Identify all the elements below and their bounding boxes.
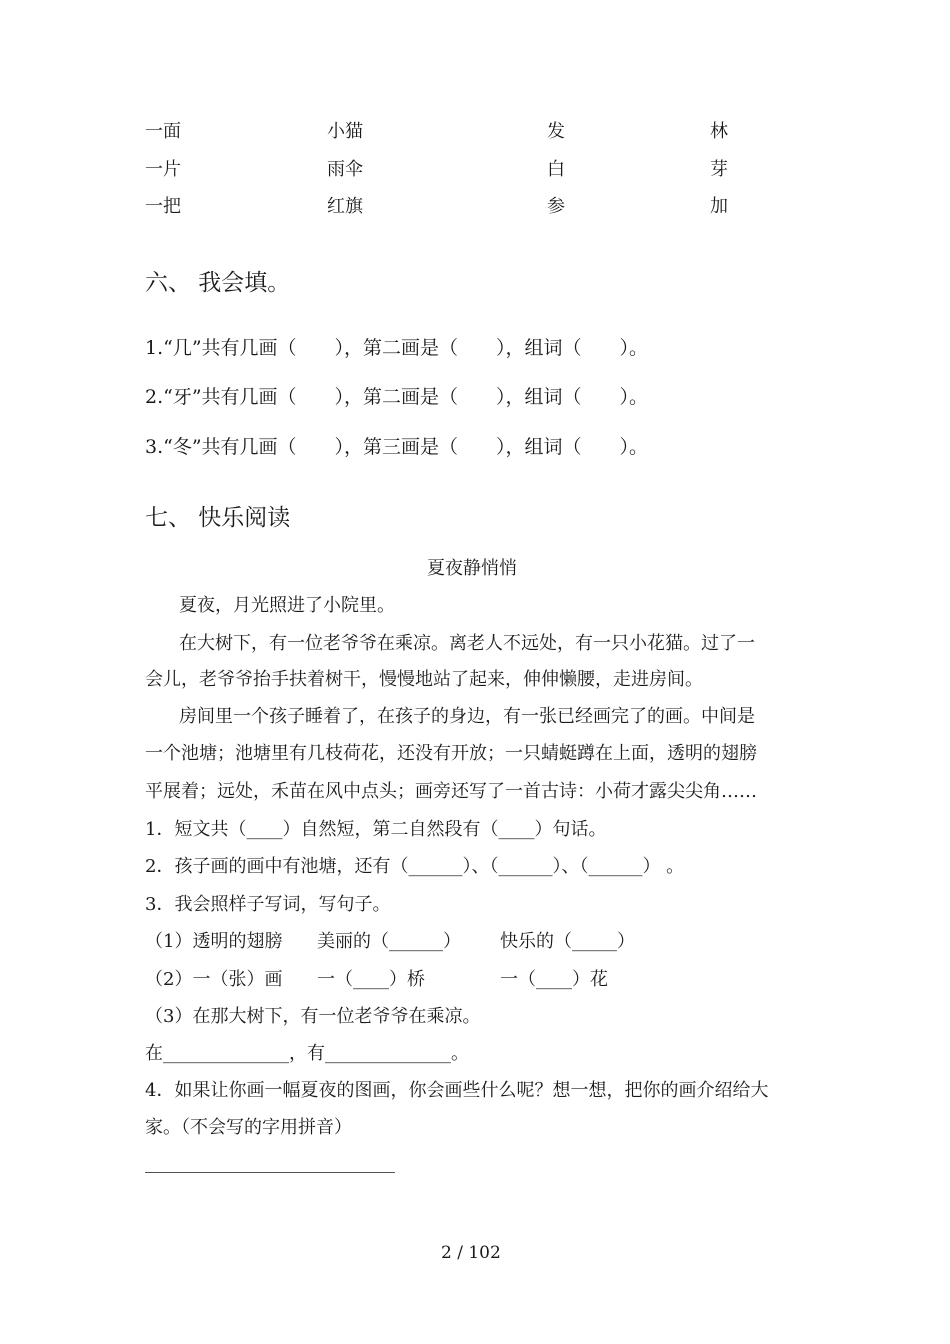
q3-blank: 一（____）花 xyxy=(500,969,608,990)
q3-sentence-fill: 在______________，有______________。 xyxy=(145,1043,469,1064)
match-cell: 芽 xyxy=(710,159,728,180)
match-cell: 发 xyxy=(547,121,565,142)
section6-heading: 六、 我会填。 xyxy=(145,270,291,296)
page-number: 2 / 102 xyxy=(441,1243,501,1263)
fill-item: 2.“牙”共有几画（ ），第二画是（ ），组词（ ）。 xyxy=(145,386,649,408)
question-4: 4．如果让你画一幅夏夜的图画，你会画些什么呢？想一想，把你的画介绍给大 xyxy=(145,1080,769,1101)
fill-item: 1.“几”共有几画（ ），第二画是（ ），组词（ ）。 xyxy=(145,337,649,359)
question-4-cont: 家。（不会写的字用拼音） xyxy=(145,1117,352,1138)
answer-line xyxy=(145,1172,395,1173)
question-2: 2．孩子画的画中有池塘，还有（______）、（______）、（______） 。 xyxy=(145,856,685,877)
match-cell: 小猫 xyxy=(327,121,363,142)
passage-title: 夏夜静悄悄 xyxy=(427,558,517,579)
q3-blank: 一（____）桥 xyxy=(317,969,425,990)
match-cell: 林 xyxy=(710,121,728,142)
q3-example: （1）透明的翅膀 xyxy=(145,931,283,952)
passage-line: 一个池塘；池塘里有几枝荷花，还没有开放；一只蜻蜓蹲在上面，透明的翅膀 xyxy=(145,743,757,764)
match-cell: 红旗 xyxy=(327,196,363,217)
match-cell: 参 xyxy=(547,196,565,217)
passage-line: 房间里一个孩子睡着了，在孩子的身边，有一张已经画完了的画。中间是 xyxy=(179,706,755,727)
fill-item: 3.“冬”共有几画（ ），第三画是（ ），组词（ ）。 xyxy=(145,436,649,458)
match-cell: 雨伞 xyxy=(327,159,363,180)
match-cell: 一片 xyxy=(145,159,181,180)
q3-example: （2）一（张）画 xyxy=(145,969,283,990)
match-cell: 白 xyxy=(547,159,565,180)
q3-sentence: （3）在那大树下，有一位老爷爷在乘凉。 xyxy=(145,1006,481,1027)
passage-line: 平展着；远处，禾苗在风中点头；画旁还写了一首古诗：小荷才露尖尖角…… xyxy=(145,781,757,802)
question-3: 3．我会照样子写词，写句子。 xyxy=(145,894,391,915)
question-1: 1．短文共（____）自然短，第二自然段有（____）句话。 xyxy=(145,819,607,840)
section7-heading: 七、 快乐阅读 xyxy=(145,505,291,531)
passage-line: 会儿，老爷爷抬手扶着树干，慢慢地站了起来，伸伸懒腰，走进房间。 xyxy=(145,669,703,690)
match-cell: 加 xyxy=(710,196,728,217)
match-cell: 一把 xyxy=(145,196,181,217)
q3-blank: 美丽的（______） xyxy=(317,931,461,952)
match-cell: 一面 xyxy=(145,121,181,142)
q3-blank: 快乐的（_____） xyxy=(500,931,635,952)
passage-line: 夏夜，月光照进了小院里。 xyxy=(179,595,395,616)
passage-line: 在大树下，有一位老爷爷在乘凉。离老人不远处，有一只小花猫。过了一 xyxy=(179,633,755,654)
